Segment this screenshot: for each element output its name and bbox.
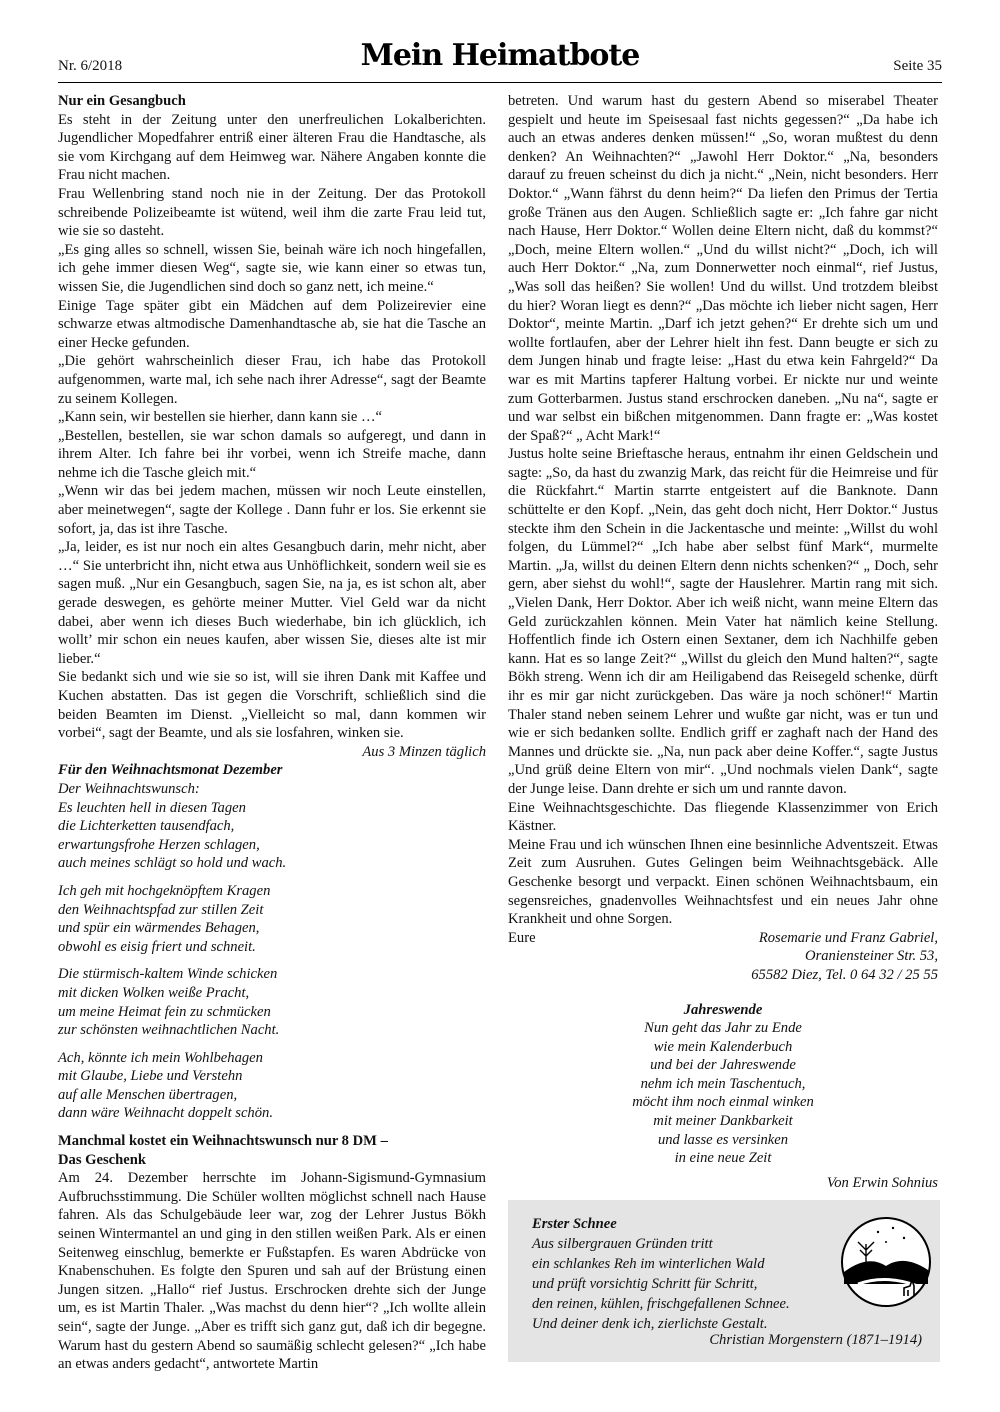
poem-subtitle: Der Weihnachtswunsch: (58, 780, 200, 797)
poem-line: und bei der Jahreswende (650, 1057, 796, 1074)
paragraph: „Kann sein, wir bestellen sie hierher, dann kann sie …“ (58, 409, 383, 426)
issue-number: Nr. 6/2018 (58, 58, 123, 74)
poem-line: nehm ich mein Taschentuch, (640, 1075, 806, 1092)
sign-line: Oraniensteiner Str. 53, (805, 948, 938, 965)
poem-line: Die stürmisch-kaltem Winde schicken (58, 966, 278, 983)
article-title-line: Manchmal kostet ein Weihnachtswunsch nur 8 DM – (58, 1133, 388, 1150)
poem-line: zur schönsten weihnachtlichen Nacht. (58, 1022, 280, 1039)
paragraph: Sie bedankt sich und wie sie so ist, will sie ihren Dank mit Kaffee und Kuchen abstatten. Das ist gegen die Vorschrift, schließlich sind die beiden Beamten im Dienst. „Vielleicht so mal, dann kommen wir vorbei“, sagt der Beamte, und als sie losfahren, winken sie. (58, 669, 486, 742)
poem-line: erwartungsfrohe Herzen schlagen, (58, 836, 260, 853)
poem-dezember (58, 780, 486, 1123)
poem-erster-schnee (532, 1214, 832, 1334)
poem-title-dezember: Für den Weihnachtsmonat Dezember (58, 762, 283, 779)
poem-line: und spür ein wärmendes Behagen, (58, 920, 260, 937)
article-subtitle: Das Geschenk (58, 1151, 146, 1168)
poem-line: Und deiner denk ich, zierlichste Gestalt. (532, 1316, 768, 1332)
poem-line: mit dicken Wolken weiße Pracht, (58, 984, 250, 1001)
poem-jahreswende (508, 1001, 938, 1168)
sign-address (751, 929, 938, 985)
stanza (58, 1049, 486, 1123)
greeting: Meine Frau und ich wünschen Ihnen eine besinnliche Adventszeit. Etwas Zeit zum Ausruhen. Gutes Gelingen beim Weihnachtsgebäck. Alle Geschenke besorgt und verpackt. Einen schönen Weihnachtsbaum, ein segensreiches, gnadenvolles Weihnachtsfest und ein neues Jahr ohne Krankheit und ohne Sorgen. (508, 836, 938, 928)
paragraph: „Die gehört wahrscheinlich dieser Frau, ich habe das Protokoll aufgenommen, warte mal, ich sehe nach ihrer Adresse“, sagt der Beamte zu seinem Kollegen. (58, 353, 486, 407)
poem-line: ein schlankes Reh im winterlichen Wald (532, 1256, 765, 1272)
stanza (58, 882, 486, 956)
poem-line: auf alle Menschen übertragen, (58, 1086, 238, 1103)
paragraph: betreten. Und warum hast du gestern Abend so miserabel Theater gespielt und heute im Speisesaal fast nichts gegessen?“ „Da habe ich auch an etwas anderes denken müssen!“ „So, woran mußtest du denn denken? An Weihnachten?“ „Jawohl Herr Doktor.“ „Na, besonders darauf zu freuen scheinst du dich ja nicht.“ „Nein, nicht besonders. Herr Doktor.“ „Wann fährst du denn heim?“ Da liefen den Primus der Tertia große Tränen aus den Augen. Schließlich sagte er: „Ich fahre gar nicht nach Hause, Herr Doktor.“ Wollen deine Eltern nicht, daß du kommst?“ „Doch, meine Eltern wollen.“ „Und du willst nicht?“ „Doch, ich will auch Herr Doktor.“ „Na, zum Donnerwetter noch einmal“, rief Justus, „Was soll das heißen? Sie wollen! Und du willst. Und trotzdem bleibst du hier? Woran liegt es denn?“ „Das möchte ich lieber nicht sagen, Herr Doktor“, meinte Martin. „Darf ich jetzt gehen?“ Er drehte sich um und wollte fortlaufen, aber der Lehrer hielt ihn fest. Dann beugte er sich zu dem Jungen hinab und fragte leise: „Hast du etwa kein Fahrgeld?“ Da war es mit Martins tapferer Haltung vorbei. Er nickte nur und weinte zum Gotterbarmen. Justus stand erschrocken daneben. „Nu na“, sagte er und war selbst ein bißchen mitgenommen. Dann fragte er: „Was kostet der Spaß?“ „ Acht Mark!“ (508, 93, 938, 444)
poem-line: die Lichterketten tausendfach, (58, 818, 235, 835)
poem-line: und lasse es versinken (657, 1131, 789, 1148)
paragraph: „Bestellen, bestellen, sie war schon damals so aufgeregt, und dann in ihrem Alter. Ich fahre bei ihr vorbei, wenn ich Streife mache, dann nehme ich die Tasche gleich mit.“ (58, 427, 486, 481)
poem-line: dann wäre Weihnacht doppelt schön. (58, 1105, 273, 1122)
poem-line: Nun geht das Jahr zu Ende (644, 1020, 802, 1037)
poem-line: den Weihnachtspfad zur stillen Zeit (58, 901, 264, 918)
poem-line: Ich geh mit hochgeknöpftem Kragen (58, 882, 271, 899)
poem-line: den reinen, kühlen, frischgefallenen Schnee. (532, 1296, 790, 1312)
poem-line: mit meiner Dankbarkeit (653, 1113, 793, 1130)
poem-line: Ach, könnte ich mein Wohlbehagen (58, 1049, 263, 1066)
paragraph: Frau Wellenbring stand noch nie in der Zeitung. Der das Protokoll schreibende Polizeibeamte ist wütend, weil ihm die zarte Frau leid tut, wie sie so dasteht. (58, 185, 486, 240)
poem-title: Jahreswende (683, 1001, 763, 1018)
left-column (58, 92, 486, 1374)
right-column (508, 92, 938, 1192)
sign-line: 65582 Diez, Tel. 0 64 32 / 25 55 (751, 966, 938, 983)
paragraph: Einige Tage später gibt ein Mädchen auf dem Polizeirevier eine schwarze etwas altmodische Damenhandtasche ab, sie hat die Tasche an einer Hecke gefunden. (58, 297, 486, 351)
winter-deer-illustration (838, 1214, 934, 1310)
story-source: Eine Weihnachtsgeschichte. Das fliegende Klassenzimmer von Erich Kästner. (508, 799, 938, 835)
poem-line: obwohl es eisig friert und schneit. (58, 938, 256, 955)
stanza (58, 965, 486, 1039)
header-rule (58, 82, 942, 83)
page-number: Seite 35 (893, 58, 942, 74)
poem-line: Aus silbergrauen Gründen tritt (532, 1236, 713, 1252)
paragraph: Es steht in der Zeitung unter den unerfreulichen Lokalberichten. Jugendlicher Mopedfahrer entriß einer älteren Frau die Handtasche, als sie vom Kirchgang auf dem Heimweg war. Nähere Angaben konnte die Frau nicht machen. (58, 111, 486, 184)
poem-line: um meine Heimat fein zu schmücken (58, 1003, 271, 1020)
page-header (58, 38, 942, 80)
article-title-gesangbuch: Nur ein Gesangbuch (58, 93, 186, 109)
poem-line: wie mein Kalenderbuch (653, 1038, 793, 1055)
poem-author: Von Erwin Sohnius (826, 1174, 938, 1191)
stanza (58, 799, 486, 873)
poem-line: auch meines schlägt so hold und wach. (58, 855, 287, 872)
paragraph: Justus holte seine Brieftasche heraus, entnahm ihr einen Geldschein und sagte: „So, da hast du zwanzig Mark, das reicht für die Heimreise und für die Rückfahrt.“ Martin starrte entgeistert auf die Banknote. Dann schüttelte er den Kopf. „Nein, das geht doch nicht, Herr Doktor.“ Justus steckte ihm den Schein in die Jackentasche und meinte: „Willst du wohl folgen, du Lümmel?“ „Ich habe aber selbst fünf Mark“, murmelte Martin. „Ja, willst du deinen Eltern denn nichts schenken?“ „ Doch, sehr gern, aber siehst du wohl!“, sagte der Hauslehrer. Martin rang mit sich. „Vielen Dank, Herr Doktor. Aber ich weiß nicht, wann meine Eltern das Geld zurückzahlen können. Mein Vater hat nämlich keine Stellung. Hoffentlich finde ich Ostern einen Sextaner, dem ich Nachhilfe geben kann. Hat es so lange Zeit?“ „Willst du gleich den Mund halten?“, sagte Bökh streng. Wenn ich dir am Heiligabend das Reisegeld schenke, dürft ihr es mir gar nicht zurückgeben. Das wäre ja noch schöner!“ Martin Thaler stand neben seinem Lehrer und wußte gar nicht, was er tun und wie er sich bedanken sollte. Endlich griff er zaghaft nach der Hand des Mannes und drückte sie. „Na, nun pack aber deine Koffer.“, sagte Justus „Und grüß deine Eltern von mir“. „Und nochmals vielen Dank“, sagte der Junge leise. Dann drehte er sich um und rannte davon. (508, 446, 938, 797)
paragraph: Am 24. Dezember herrschte im Johann-Sigismund-Gymnasium Aufbruchsstimmung. Die Schüler wollten möglichst schnell nach Hause fahren. Als das Schulgebäude leer war, zog der Lehrer Justus Bökh seinen Wintermantel an und ging in den stillen weißen Park. Als er einen Seitenweg einschlug, bemerkte er Fußstapfen. Es waren Abdrücke von Knabenschuhen. Es folgte den Spuren und sah auf der Brüstung einen Jungen sitzen. „Hallo“ rief Justus. Erschrocken drehte sich der Junge um, es ist Martin Thaler. „Was machst du denn hier“? „Ich wollte allein sein“, sagte der Junge. „Aber es trifft sich ganz gut, daß ich dir begegne. Warum hast du gestern Abend so saumäßig schlecht gelesen?“ „Ich habe an etwas anders gedacht“, antwortete Martin (58, 1170, 486, 1373)
article-title-geschenk (58, 1132, 486, 1169)
poem-line: möcht ihm noch einmal winken (632, 1094, 814, 1111)
paragraph: „Es ging alles so schnell, wissen Sie, beinah wäre ich noch hingefallen, ich gehe immer diesen Weg“, sagte sie, wie kann einer so etwas tun, wissen Sie, die Jugendlichen sind doch so ganz nett, ich meine.“ (58, 241, 486, 295)
poem-line: mit Glaube, Liebe und Verstehn (58, 1068, 243, 1085)
signature-block (508, 929, 938, 985)
sign-line: Rosemarie und Franz Gabriel, (758, 929, 938, 946)
article-source: Aus 3 Minzen täglich (362, 743, 486, 760)
poem-title: Erster Schnee (532, 1216, 617, 1232)
poem-author: Christian Morgenstern (1871–1914) (709, 1332, 922, 1348)
paragraph: „Ja, leider, es ist nur noch ein altes Gesangbuch darin, mehr nicht, aber …“ Sie unterbricht ihn, nicht etwa aus Unhöflichkeit, sondern weil sie es sagen muß. „Nur ein Gesangbuch, sagen Sie, na ja, es ist schon alt, aber gerade deswegen, es gehörte meiner Mutter. Viel Geld war da nicht dabei, aber wenn ich dieses Buch wiederhabe, bin ich glücklich, ich wollt’ mir schon ein neues kaufen, aber wissen Sie, dieses alte ist mir lieber.“ (58, 539, 486, 667)
poem-line: Es leuchten hell in diesen Tagen (58, 799, 246, 816)
poem-line: und prüft vorsichtig Schritt für Schritt, (532, 1276, 758, 1292)
paragraph: „Wenn wir das bei jedem machen, müssen wir noch Leute einstellen, aber meinetwegen“, sagte der Kollege . Dann fuhr er los. Sie erkennt sie sofort, ja, das ist ihre Tasche. (58, 483, 486, 537)
masthead-logo: Mein Heimatbote (360, 38, 640, 73)
poem-box-erster-schnee (508, 1200, 940, 1362)
poem-line: in eine neue Zeit (674, 1150, 772, 1167)
sign-salutation: Eure (508, 929, 536, 946)
